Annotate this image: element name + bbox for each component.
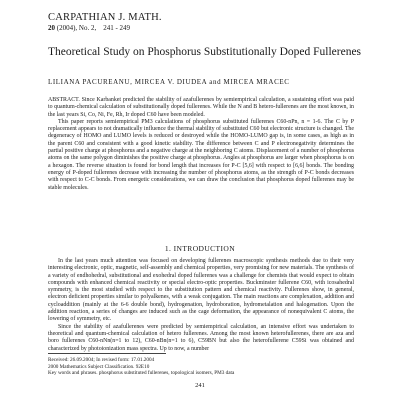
subject-classification: 2000 Mathematics Subject Classification. 92E10 xyxy=(48,363,150,370)
page-range: 241 - 249 xyxy=(103,24,131,32)
article-title: Theoretical Study on Phosphorus Substitutionally Doped Fullerenes xyxy=(48,46,362,58)
page-number: 241 xyxy=(195,382,205,389)
section-heading: 1. INTRODUCTION xyxy=(164,244,236,253)
journal-name: CARPATHIAN J. MATH. xyxy=(48,12,162,23)
volume-number: 20 xyxy=(48,24,55,32)
body-text xyxy=(48,258,354,353)
issue-year: (2004), No. 2, xyxy=(55,24,97,32)
keywords: Key words and phrases. phosphorus substituted fullerenes, topological isomers, PM3 data xyxy=(48,370,235,377)
body-paragraph: In the last years much attention was focused on developing fullerenes macroscopic synthesis methods due to their very interesting electronic, optic, magnetic, self-assembly and chemical properties, very promising for new materials. The synthesis of a variety of endhohedral, substitutional and exohedral doped fullerenes was a challenge for chemists that would expect to obtain compounds with enhanced chemical reactivity or special electro-optic properties. Buckminster fullerene C60, with icosahedral symmetry, is the most studied with respect to the substitution pattern and chemical reactivity. Fullerenes show, in general, electron deficient properties similar to polyalkenes, with a weak conjugation. The main reactions are complexation, addition and cycloaddition (mainly at the 6-6 double bond), hydrogenation, hydroboration, hydrometalation and halogenation. Upon the addition reaction, a series of changes are induced such as the cage deformation, the appearance of nonequivalent C atoms, the lowering of symmetry, etc. xyxy=(48,258,354,323)
abstract-paragraph: This paper reports semiempirical PM3 calculations of phosphorus substituted fullerenes C60-nPn, n = 1-6. The C by P replacement appears to not dramatically influence the thermal stability of substituted C60 but electronic structure is changed. The degeneracy of HOMO and LUMO levels is reduced or destroyed while the HOMO-LUMO gap is, in some cases, as high as in the parent C60 and consistent with a good kinetic stability. The difference between C and P electronegativity determines the partial positive charge at phosphorus and a negative charge at the neighboring C atoms. Displacement of a number of phosphorus atoms on the same polygon diminishes the positive charge at phosphorus. Angles at phosphorus are larger when phosphorus is on a hexagon. The reverse situation is found for bond length that increases for P-C [5,6] with respect to [6,6] bonds. The bonding energy of P-doped fullerenes decrease with increasing the number of phosphorus atoms, as the strength of P-C bonds decreases with respect to C-C bonds. From energetic considerations, we can draw the conclusion that phosphorus doped fullerenes may be stable molecules. xyxy=(48,118,354,191)
footnotes xyxy=(48,357,354,377)
abstract-block xyxy=(48,97,354,192)
body-paragraph: Since the stability of azafullerenes were predicted by semiempirical calculation, an intensive effort was undertaken to theoretical and quantum-chemical calculation of hetero fullerenes. Among the most known heterofullerenes, there are aza and boro fullerenes C60-nNn(n=1 to 12), C60-nBn(n=1 to 6), C59BN but also the heterofullerene C59Si was obtained and characterized by photoionization mass spectra. Up to now, a number xyxy=(48,323,354,352)
issue-line xyxy=(48,24,130,33)
abstract-paragraph: ABSTRACT. Since Karbanket predicted the stability of azafullerenes by semiempirical calculation, a sustaining effort was paid to quantum-chemical calculation of substitutionally doped fullerenes. While the N and B hetero-fullerenes are the most known, in the last years Si, Co, Ni, Fe, Rh, Ir doped C60 have been modeled. xyxy=(48,97,354,118)
footnote-divider xyxy=(48,353,166,354)
author-list: LILIANA PACUREANU, MIRCEA V. DIUDEA and MIRCEA MRACEC xyxy=(48,78,290,86)
received-date: Received: 26.09.2004; In revised form: 17.01.2004 xyxy=(48,357,155,363)
